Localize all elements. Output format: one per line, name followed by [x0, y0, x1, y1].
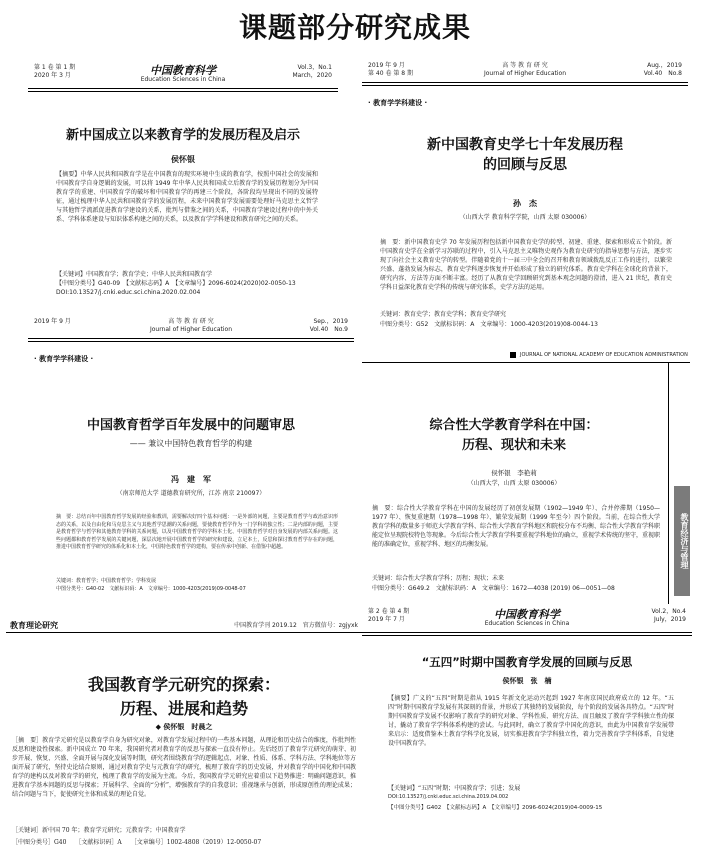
volume-info: Vol.3，No.1 — [297, 64, 332, 71]
section-tab: 教育经济与管理 — [674, 486, 690, 596]
header-rule — [362, 362, 690, 363]
journal-name-en: Journal of Higher Education — [483, 70, 567, 77]
article-title: 中国教育哲学百年发展中的问题审思 — [86, 418, 295, 433]
article-doi: DOI:10.13527/j.cnki.educ.sci.china.2020.02.004 — [56, 289, 201, 296]
volume-date: July，2019 — [653, 616, 686, 623]
article-abstract: 摘 要：综合性大学教育学科在中国的发展经历了初创发展期（1902—1949 年）、合并停滞期（1950—1977 年）、恢复重建期（1978—1998 年）、繁荣发展期（1999 年至今）四个阶段。当前，在综合性大学教育学科的数量多于师范大学教育学科、综合性大学教育学科地区和院校分布不均衡、综合性大学教育学科职能定位呈现院校特色等现象。今后综合性大学教育学科要重视学科地位的确立，重视学术传统的坚守，重视职能的准确定位，重视学科、地区的均衡发展。 — [372, 505, 661, 548]
article-affiliation: （山西大学，山西 太原 030006） — [467, 480, 561, 487]
article-abstract: 【摘要】中华人民共和国教育学是在中国教育的现实环境中生成的教育学，按照中国社会的发展和中国教育学自身逻辑的发展，可以将 1949 年中华人民共和国成立后教育学的发展历程划分为中国教育学的重建、中国教育学的破坏和中国教育学的再建三个阶段，各阶段均呈现出不同的发展特征，通过梳理中华人民共和国教育学的发展历程，未来中国教育学发展需要处理好马克思主义哲学与其他哲学流派促进教育学建设的关系，批判与借鉴之间的关系，中国教育学建设过程中的中外关系、学科体系建设与知识体系构建之间的关系，以及教育学学科建设和教育研究之间的关系。 — [56, 171, 318, 223]
article-keywords: 关键词：综合性大学教育学科；历程；现状；未来 — [372, 575, 505, 582]
header-rule — [28, 338, 354, 342]
article-keywords: 关键词：教育史学；教育史学科；教育史学研究 — [380, 311, 507, 318]
header-rule — [6, 632, 362, 633]
article-author: 侯怀银 — [171, 155, 195, 164]
article-author: 侯怀银 张 楠 — [502, 677, 552, 685]
article-author: 孙 杰 — [513, 199, 537, 208]
paper-thumbnail-4 — [362, 346, 690, 608]
header-rule — [362, 82, 688, 86]
article-title-line1: 我国教育学元研究的探索： — [87, 675, 280, 694]
article-abstract: 摘 要：总结百年中国教育哲学发展的经验和教训，需要解决好四个基本问题：一是外部的问题，主要是教育哲学与政治意识形态的关系，以及自由化和马克思主义与其他哲学思潮的关系问题，要使教育哲学作为一门学科的独立性；二是内部的问题，主要是教育哲学与哲学和其他教育学科的关系问题，以及中国教育哲学的学科本土化、中国教育哲学对自身发展的内部关系问题。这些问题都和教育哲学发展的关键问题，深层次地开展中国教育哲学的研究和建设，立足本土，反思和探讨教育哲学存在的问题，推进中国教育哲学研究的体系化和本土化，中国特色教育哲学的建构，要在传承中创新、在借鉴中超越。 — [56, 514, 338, 550]
section-label: 教育理论研究 — [10, 621, 58, 630]
journal-logo: 中国教育科学 — [494, 608, 560, 621]
article-keywords: ［关键词］新中国 70 年；教育学元研究；元教育学；中国教育学 — [12, 827, 186, 834]
issue-info: 第 40 卷 第 8 期 — [368, 70, 413, 77]
article-classification: 中图分类号：G52 文献标识码：A 文章编号：1000-4203(2019)08-0044-13 — [380, 321, 598, 328]
column-rule — [668, 362, 669, 608]
volume-info: Vol.2，No.4 — [651, 608, 686, 615]
article-subtitle: —— 兼议中国特色教育哲学的构建 — [129, 439, 253, 448]
volume-info: Vol.40 No.9 — [309, 326, 348, 333]
article-keywords: 关键词：教育哲学；中国教育哲学；学科发展 — [56, 578, 157, 584]
article-keywords: 【关键词】中国教育学；教育学史；中华人民共和国教育学 — [56, 271, 213, 278]
section-label: · 教育学学科建设 · — [368, 99, 428, 107]
article-keywords: 【关键词】“五四”时期；中国教育学；引进；发展 — [388, 785, 521, 792]
paper-thumbnail-5 — [6, 618, 362, 854]
article-abstract: 【摘要】广义的“五四”时期是指从 1915 年新文化运动兴起到 1927 年南京国民政府成立的 12 年。“五四”时期中国教育学发展有其深刻的背景，并形成了其独特的发展阶段，每个阶段的发展各具特点。“五四”时期中国教育学发展不仅影响了教育学的研究对象、学科性质、研究方法、而且触及了教育学学科独立性的探讨，撬动了教育学学科体系构建的尝试。与此同时，确立了教育学中国化的意识，由此为中国教育学发展带来启示：适度借鉴本土教育学科学化发展，切实推进教育学学科独立性，着力完善教育学学科体系，自觉建设中国教育学。 — [388, 695, 674, 747]
article-author: 冯 建 军 — [171, 475, 211, 484]
volume-date: Sep.，2019 — [313, 318, 348, 325]
article-classification: 【中图分类号】G402 【文献标志码】A 【文章编号】2096-6024(2019)04-0009-15 — [388, 805, 603, 811]
issue-date: 2020 年 3 月 — [34, 72, 71, 79]
article-author: ◆ 侯怀银 时晨之 — [155, 723, 213, 731]
journal-name-en: Education Sciences in China — [484, 620, 570, 627]
volume-info: Vol.40 No.8 — [643, 70, 682, 77]
article-abstract: ［摘 要］教育学元研究是以教育学自身为研究对象，对教育学发展过程中的一些基本问题，从理论和历史结合的维度，作批判性反思和建设性探索。新中国成立 70 年来，我国研究者对教育学的反思与探索一直没有停止。先后经历了教育学元研究的萌芽、初步开展、恢复、兴盛、全面开展与深化发展等时期，研究者围绕教育学的逻辑起点、对象、性质、体系、学科方法、学科地位等方面开展了研究，坚持史论结合原则，通过对教育学史与元教育学的研究，梳理了教育学的历史发展，并对教育学的中国化和中国教育学的建构以及对教育学的研究，梳理了教育学的发展为主流。今后，我国教育学元研究应着重以下趋势推进：明确问题意识，推进教育学基本问题的反思与探索；开展科学、全面的“分析”，增强教育学的自我意识；重视继承与创新，形成原创性的理论成果；结合问题与当下，促使研究主体和成果的理论自觉。 — [12, 737, 356, 798]
issue-date: 2019 年 9 月 — [368, 62, 405, 69]
article-affiliation: （南京师范大学 道德教育研究所，江苏 南京 210097） — [116, 490, 266, 497]
issue-info: 第 1 卷 第 1 期 — [34, 64, 76, 71]
issue-date: 2019 年 9 月 — [34, 318, 71, 325]
article-classification: 【中图分类号】G40-09 【文献标志码】A 【文章编号】2096-6024(2020)02-0050-13 — [56, 280, 296, 287]
article-title-line1: 综合性大学教育学科在中国： — [429, 418, 599, 433]
section-label: · 教育学学科建设 · — [34, 355, 94, 363]
article-classification: ［中图分类号］G40 ［文献标识码］A ［文章编号］1002-4808（2019）12-0050-07 — [12, 839, 262, 846]
paper-thumbnail-3 — [28, 314, 354, 600]
article-classification: 中图分类号：G649.2 文献标识码：A 文章编号：1672—4038 (2019) 06—0051—08 — [372, 585, 615, 592]
article-abstract: 摘 要：新中国教育史学 70 年发展历程包括新中国教育史学的转型、初建、重建、探索和形成五个阶段。新中国教育史学在全新学习苏联的过程中，引入马克思主义唯物史观作为教育史研究的指导思想与方法，逐步实现了向社会主义教育史学的转型。伴随着党的十一届三中全会的召开和教育领域拨乱反正工作的进行，以繁荣兴盛、蓬勃发展为标志，教育史学科逐步恢复并开始形成了独立的研究体系。教育史学科在全球化的背景下，研究内容、方法等方面不断丰富。经历了从教育史学回顾研究到基本观念问题的澄清，进入 21 世纪，教育史学科日益深化教育史学科的传统与研究体系，史学方法的运用。 — [380, 239, 672, 291]
header-rule — [28, 88, 338, 92]
article-author: 侯怀银 李艳莉 — [491, 469, 537, 477]
journal-name-en: JOURNAL OF NATIONAL ACADEMY OF EDUCATION ADMINISTRATION — [520, 352, 688, 358]
article-affiliation: （山西大学 教育科学学院，山西 太原 030006） — [459, 214, 591, 221]
issue-date: 2019 年 7 月 — [368, 616, 405, 623]
article-classification: 中图分类号：G40-02 文献标识码：A 文章编号：1000-4203(2019)09-0048-07 — [56, 586, 246, 592]
paper-thumbnail-6 — [362, 604, 692, 822]
issue-info: 第 2 卷 第 4 期 — [368, 608, 410, 615]
journal-mark-icon — [510, 352, 516, 358]
journal-issue: 中国教育学刊 2019.12 官方微信号：zgjyxk — [234, 622, 358, 629]
article-title-line2: 历程、现状和未来 — [461, 438, 566, 453]
article-doi: DOI:10.13527/j.cnki.educ.sci.china.2019.04.002 — [388, 794, 509, 800]
page-title: 课题部分研究成果 — [238, 11, 471, 44]
paper-thumbnail-2 — [362, 58, 688, 340]
journal-logo: 中国教育科学 — [150, 64, 216, 77]
journal-name-en: Journal of Higher Education — [149, 326, 233, 333]
article-title: “五四”时期中国教育学发展的回顾与反思 — [421, 655, 633, 669]
article-title-line1: 新中国教育史学七十年发展历程 — [427, 137, 623, 153]
volume-date: Aug.，2019 — [647, 62, 682, 69]
journal-name-en: Education Sciences in China — [140, 76, 226, 83]
journal-name: 高 等 教 育 研 究 — [168, 318, 214, 325]
header-rule — [362, 632, 692, 636]
paper-thumbnail-1 — [28, 58, 338, 308]
journal-name: 高 等 教 育 研 究 — [502, 62, 548, 69]
article-title: 新中国成立以来教育学的发展历程及启示 — [65, 128, 300, 143]
volume-date: March，2020 — [292, 72, 332, 79]
article-title-line2: 历程、进展和趋势 — [119, 699, 248, 718]
article-title-line2: 的回顾与反思 — [483, 157, 567, 173]
